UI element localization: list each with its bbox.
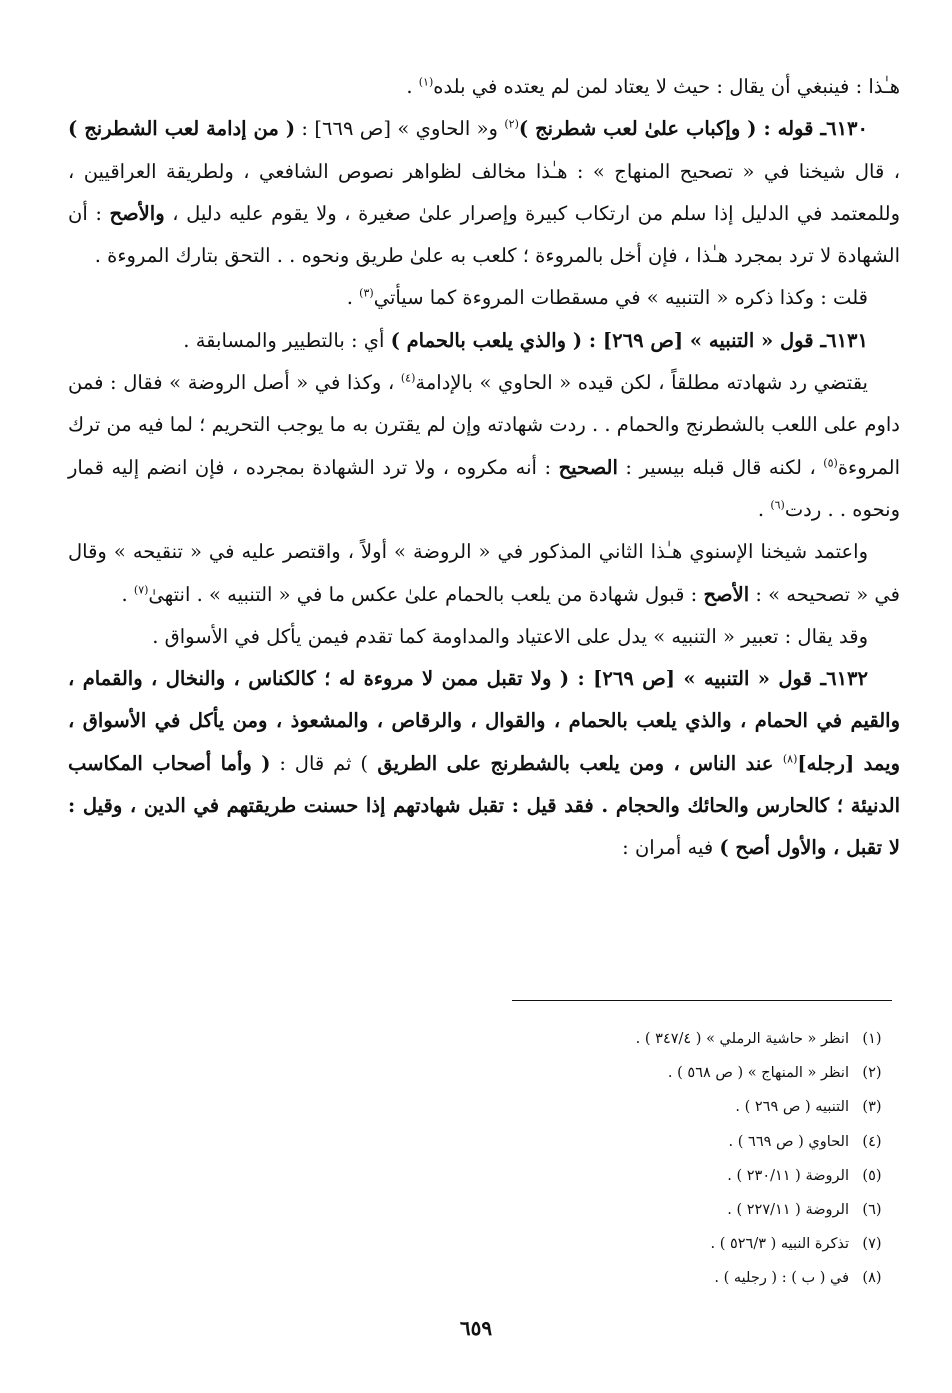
text-span: . bbox=[346, 286, 360, 310]
footnote-item bbox=[68, 1227, 895, 1261]
paragraph-p8 bbox=[68, 658, 900, 869]
footnote-text: تذكرة النبيه ( ٥٢٦/٣ ) . bbox=[710, 1236, 849, 1253]
footnote-marker: (٣) bbox=[359, 286, 374, 300]
text-span: ، لكنه قال قبله بيسير : bbox=[617, 455, 824, 479]
text-span: هـٰذا : فينبغي أن يقال : حيث لا يعتاد لمن لم يعتده في بلده bbox=[433, 75, 900, 98]
footnote-text: التنبيه ( ص ٢٦٩ ) . bbox=[735, 1099, 849, 1116]
paragraph-p3 bbox=[68, 277, 900, 319]
footnotes bbox=[68, 1022, 895, 1296]
footnote-item bbox=[68, 1022, 895, 1056]
main-text bbox=[68, 66, 900, 870]
bold-text: الصحيح bbox=[558, 455, 618, 479]
footnote-number: (٨) bbox=[862, 1270, 882, 1287]
bold-text: ٦١٣٠ـ قوله : bbox=[756, 117, 868, 141]
footnote-text: انظر « حاشية الرملي » ( ٣٤٧/٤ ) . bbox=[635, 1031, 849, 1047]
text-span: قلت : وكذا ذكره « التنبيه » في مسقطات المروءة كما سيأتي bbox=[373, 286, 868, 310]
footnote-item bbox=[68, 1159, 895, 1193]
footnote-marker: (١) bbox=[418, 75, 434, 89]
bold-text: ( وأما أصحاب المكاسب الدنيئة ؛ كالحارس والحائك والحجام . فقد قيل : تقبل شهادتهم إذا حسنت طريقتهم في الدين ، وقيل : لا تقبل ، والأول أصح ) bbox=[68, 751, 900, 860]
paragraph-p5 bbox=[68, 362, 900, 531]
bold-text: ٦١٣١ـ قول « التنبيه » [ص ٢٦٩] : bbox=[582, 328, 868, 352]
paragraph-p1 bbox=[68, 66, 900, 108]
paragraph-p6 bbox=[68, 531, 900, 616]
footnote-marker: (٦) bbox=[770, 498, 785, 512]
bold-text: ( وإكباب علىٰ لعب شطرنج ) bbox=[518, 117, 757, 141]
footnote-number: (٥) bbox=[862, 1167, 882, 1184]
text-span: : قبول شهادة من يلعب بالحمام علىٰ عكس ما في « التنبيه » . انتهىٰ bbox=[148, 582, 704, 606]
bold-text: ٦١٣٢ـ قول « التنبيه » [ص ٢٦٩] : bbox=[569, 667, 868, 691]
page-number: ٦٥٩ bbox=[459, 1316, 493, 1340]
text-span: و« الحاوي » [ص ٦٦٩] : bbox=[295, 117, 505, 141]
footnote-item bbox=[68, 1261, 895, 1295]
footnote-marker: (٥) bbox=[823, 456, 838, 470]
footnote-item bbox=[68, 1056, 895, 1090]
footnote-number: (٤) bbox=[862, 1133, 882, 1150]
footnote-marker: (٢) bbox=[504, 117, 519, 131]
text-span: وقد يقال : تعبير « التنبيه » يدل على الاعتياد والمداومة كما تقدم فيمن يأكل في الأسواق . bbox=[152, 624, 868, 648]
bold-text: ( ولا تقبل ممن لا مروءة له ؛ كالكناس ، والنخال ، والقمام ، والقيم في الحمام ، والذي يلعب بالحمام ، والقوال ، والرقاص ، والمشعوذ ، ومن يأكل في الأسواق ، ويمد [رجله] bbox=[68, 667, 900, 775]
footnote-number: (٢) bbox=[862, 1065, 882, 1082]
footnote-text: انظر « المنهاج » ( ص ٥٦٨ ) . bbox=[667, 1065, 849, 1082]
footnote-text: في ( ب ) : ( رجليه ) . bbox=[714, 1270, 849, 1287]
paragraph-p4 bbox=[68, 320, 900, 362]
text-span: : أنه مكروه ، ولا ترد الشهادة بمجرده ، فإن انضم إليه قمار ونحوه . . ردت bbox=[68, 455, 900, 521]
text-span: ) ثم قال : bbox=[270, 751, 368, 775]
text-span: . bbox=[406, 75, 419, 98]
footnote-text: الروضة ( ٢٣٠/١١ ) . bbox=[727, 1167, 849, 1184]
text-span: ، وكذا في « أصل الروضة » فقال : فمن داوم على اللعب بالشطرنج والحمام . . ردت شهادته وإن لم يقترن به ما يوجب التحريم ؛ لما فيه من ترك المروءة bbox=[68, 371, 901, 479]
footnote-text: الحاوي ( ص ٦٦٩ ) . bbox=[728, 1133, 849, 1150]
footnote-item bbox=[68, 1193, 895, 1227]
bold-text: عند الناس ، ومن يلعب بالشطرنج على الطريق bbox=[367, 751, 783, 775]
footnote-number: (١) bbox=[862, 1031, 882, 1047]
footnote-text: الروضة ( ٢٢٧/١١ ) . bbox=[727, 1201, 849, 1218]
bold-text: ( من إدامة لعب الشطرنج ) bbox=[68, 117, 296, 141]
footnote-number: (٦) bbox=[862, 1201, 882, 1218]
footnote-number: (٧) bbox=[862, 1236, 882, 1253]
footnote-item bbox=[68, 1090, 895, 1124]
text-span: فيه أمران : bbox=[622, 836, 720, 860]
text-span: يقتضي رد شهادته مطلقاً ، لكن قيده « الحاوي » بالإدامة bbox=[415, 371, 868, 395]
text-span: . bbox=[757, 497, 771, 521]
footnote-marker: (٨) bbox=[782, 752, 798, 766]
footnote-separator bbox=[512, 1000, 892, 1001]
bold-text: ( والذي يلعب بالحمام ) bbox=[390, 328, 583, 352]
footnote-item bbox=[68, 1125, 895, 1159]
footnote-marker: (٧) bbox=[133, 583, 149, 597]
footnote-number: (٣) bbox=[862, 1099, 882, 1116]
paragraph-p2 bbox=[68, 108, 900, 277]
text-span: : أن الشهادة لا ترد بمجرد هـٰذا ، فإن أخل بالمروءة ؛ كلعب به علىٰ طريق ونحوه . . التحق بتارك المروءة . bbox=[68, 201, 900, 268]
text-span: . bbox=[121, 582, 134, 606]
text-span: أي : بالتطيير والمسابقة . bbox=[183, 328, 391, 352]
text-span: ، قال شيخنا في « تصحيح المنهاج » : هـٰذا مخالف لظواهر نصوص الشافعي ، ولطريقة العراقيين ، وللمعتمد في الدليل إذا سلم من ارتكاب كبيرة وإصرار علىٰ صغيرة ، ولا يقوم عليه دليل ، bbox=[68, 159, 900, 225]
bold-text: والأصح bbox=[109, 201, 165, 225]
paragraph-p7 bbox=[68, 616, 900, 658]
bold-text: الأصح bbox=[703, 582, 750, 606]
text-span: واعتمد شيخنا الإسنوي هـٰذا الثاني المذكور في « الروضة » أولاً ، واقتصر عليه في « تنقيحه » وقال في « تصحيحه » : bbox=[68, 540, 900, 606]
footnote-marker: (٤) bbox=[400, 371, 416, 385]
